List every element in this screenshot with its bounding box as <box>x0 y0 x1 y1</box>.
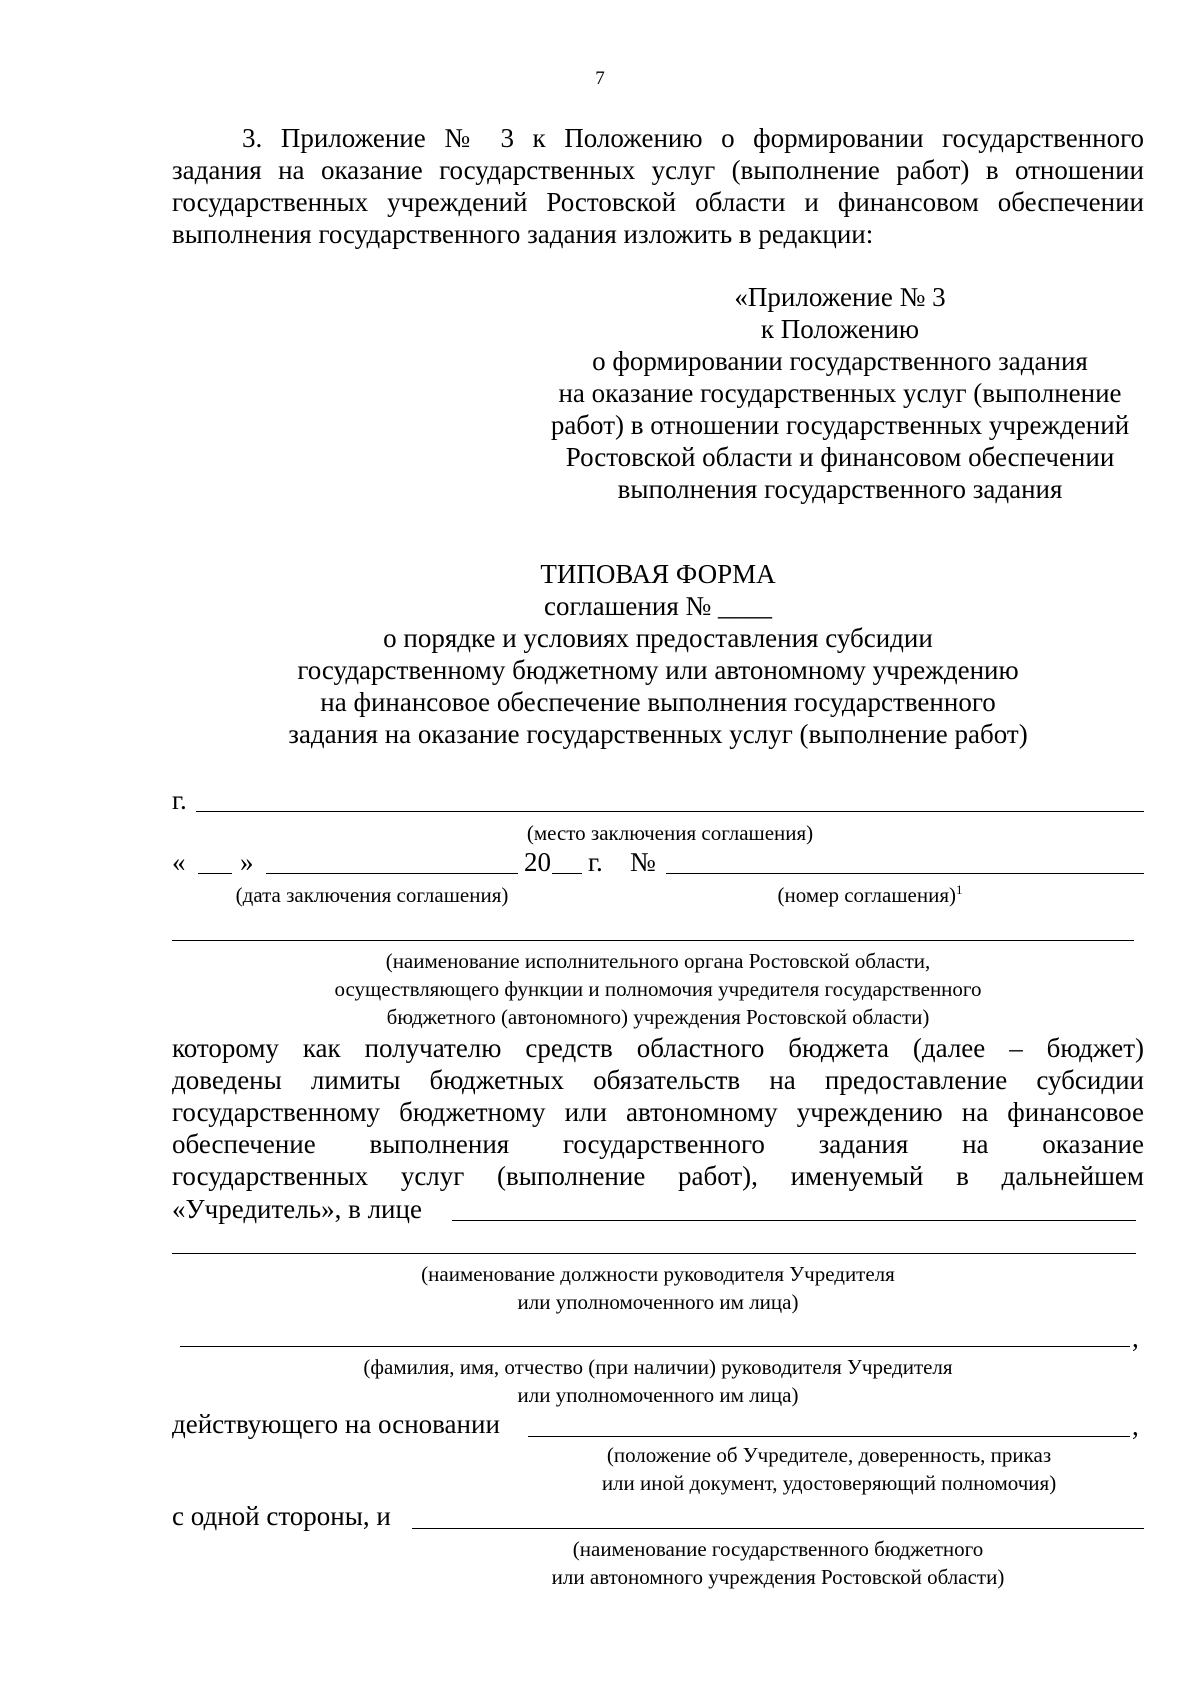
founder-person-field[interactable] <box>452 1220 1136 1221</box>
appendix-line-2: к Положению <box>760 314 920 344</box>
agreement-number-field[interactable] <box>666 873 1144 874</box>
fio-caption-line-1: (фамилия, имя, отчество (при наличии) руководителя Учредителя <box>363 1355 953 1379</box>
founder-name-field[interactable] <box>172 940 1134 941</box>
form-title: ТИПОВАЯ ФОРМА <box>540 559 776 589</box>
basis-prefix: действующего на основании <box>172 1409 500 1439</box>
intro-line-2: задания на оказание государственных услуг (выполнение работ) в отношении <box>172 155 1144 185</box>
place-caption: (место заключения соглашения) <box>526 821 814 845</box>
basis-field[interactable] <box>528 1436 1130 1437</box>
quote-close: » <box>240 847 254 877</box>
footnote-mark: 1 <box>955 882 963 897</box>
city-prefix: г. <box>172 785 187 815</box>
founder-caption-line-1: (наименование исполнительного органа Ростовской области, <box>385 949 931 973</box>
body-line-5: государственных услуг (выполнение работ), именуемый в дальнейшем <box>172 1161 1144 1191</box>
title-line-3: о порядке и условиях предоставления субсидии <box>383 623 933 653</box>
place-field[interactable] <box>196 811 1144 812</box>
title-line-5: на финансовое обеспечение выполнения государственного <box>320 687 996 717</box>
fio-caption-line-2: или уполномоченного им лица) <box>517 1383 799 1407</box>
founder-caption-line-2: осуществляющего функции и полномочия учредителя государственного <box>334 977 982 1001</box>
institution-caption-line-1: (наименование государственного бюджетного <box>572 1537 984 1561</box>
appendix-line-3: о формировании государственного задания <box>592 346 1088 376</box>
fio-comma: , <box>1132 1323 1139 1353</box>
quote-open: « <box>172 847 186 877</box>
appendix-line-5: работ) в отношении государственных учреждений <box>550 410 1130 440</box>
one-side-prefix: с одной стороны, и <box>172 1501 391 1531</box>
number-caption: (номер соглашения)$^1$ <box>777 882 963 907</box>
date-caption: (дата заключения соглашения) <box>235 883 509 907</box>
basis-caption-line-2: или иной документ, удостоверяющий полномочия) <box>601 1471 1057 1495</box>
year-field[interactable] <box>552 873 582 874</box>
year-suffix: г. <box>588 847 603 877</box>
body-line-1: которому как получателю средств областного бюджета (далее – бюджет) <box>172 1033 1144 1063</box>
title-line-2: соглашения № ____ <box>544 591 772 621</box>
position-caption-line-2: или уполномоченного им лица) <box>517 1290 799 1314</box>
founder-person-prefix: «Учредитель», в лице <box>172 1194 422 1224</box>
fio-field[interactable] <box>180 1346 1130 1347</box>
intro-line-1: 3. Приложение № 3 к Положению о формировании государственного <box>242 123 1144 153</box>
title-line-4: государственному бюджетному или автономному учреждению <box>297 655 1019 685</box>
appendix-line-6: Ростовской области и финансовом обеспечении <box>565 442 1115 472</box>
institution-caption-line-2: или автономного учреждения Ростовской области) <box>551 1565 1005 1589</box>
basis-comma: , <box>1132 1411 1139 1441</box>
position-caption-line-1: (наименование должности руководителя Учредителя <box>421 1262 895 1286</box>
appendix-line-7: выполнения государственного задания <box>617 474 1063 504</box>
body-line-3: государственному бюджетному или автономному учреждению на финансовое <box>172 1097 1144 1127</box>
body-line-2: доведены лимиты бюджетных обязательств на предоставление субсидии <box>172 1065 1144 1095</box>
page-number: 7 <box>595 68 605 89</box>
month-field[interactable] <box>266 873 518 874</box>
position-field[interactable] <box>172 1253 1136 1254</box>
institution-field[interactable] <box>412 1528 1144 1529</box>
number-sign: № <box>630 847 656 877</box>
day-field[interactable] <box>198 873 232 874</box>
founder-caption-line-3: бюджетного (автономного) учреждения Ростовской области) <box>386 1005 930 1029</box>
appendix-line-4: на оказание государственных услуг (выполнение <box>558 378 1122 408</box>
intro-line-4: выполнения государственного задания изложить в редакции: <box>172 219 874 249</box>
body-line-4: обеспечение выполнения государственного задания на оказание <box>172 1129 1144 1159</box>
appendix-line-1: «Приложение № 3 <box>734 282 946 312</box>
basis-caption-line-1: (положение об Учредителе, доверенность, приказ <box>606 1443 1052 1467</box>
title-line-6: задания на оказание государственных услуг (выполнение работ) <box>288 719 1028 749</box>
year-prefix: 20 <box>524 847 551 877</box>
intro-line-3: государственных учреждений Ростовской области и финансовом обеспечении <box>172 187 1144 217</box>
